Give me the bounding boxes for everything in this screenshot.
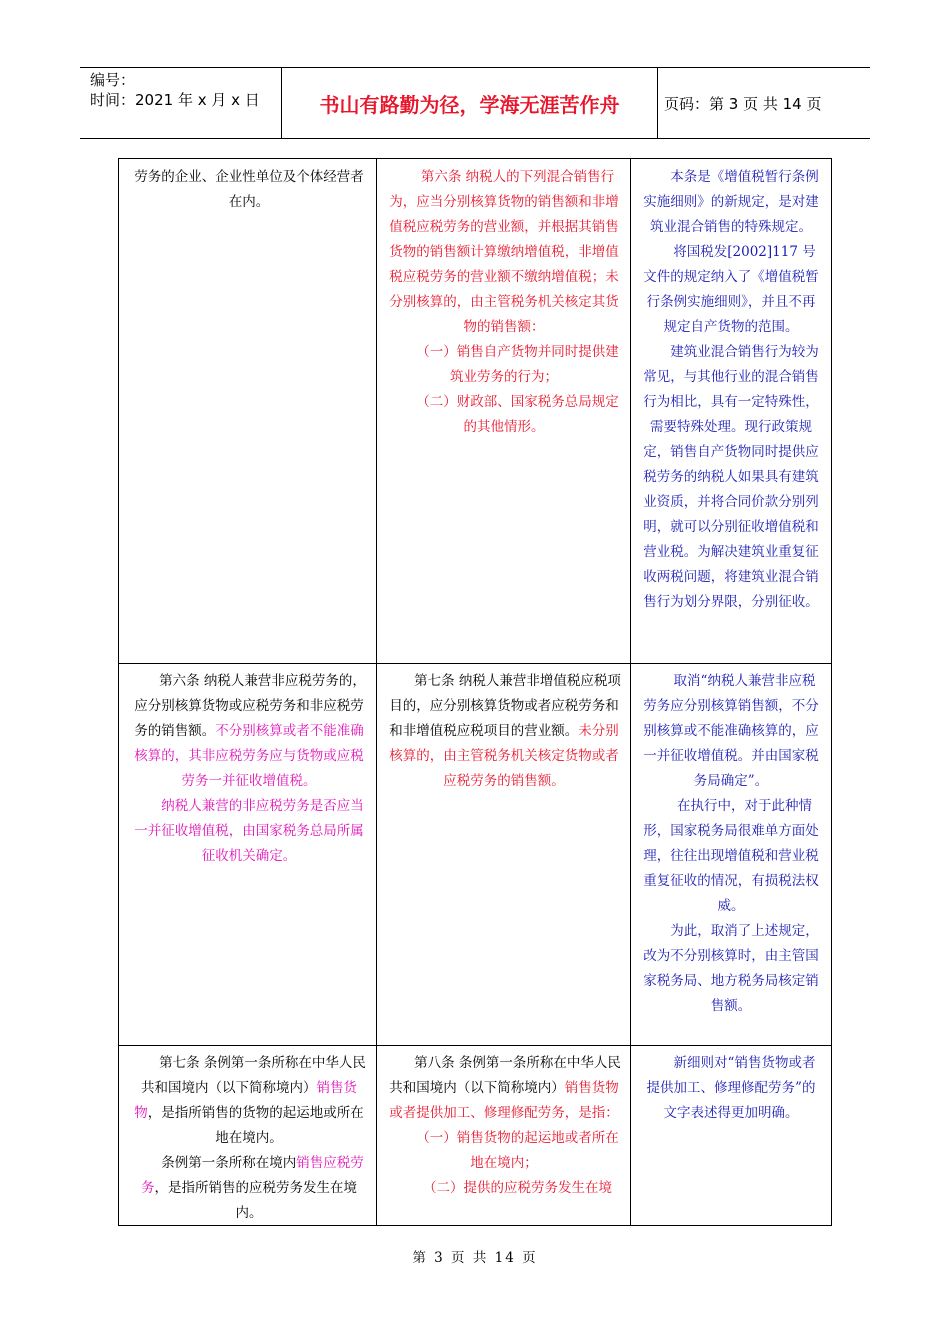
comparison-table <box>118 158 832 1226</box>
new-regulation-cell <box>385 669 623 794</box>
old-article-text: ，是指所销售的货物的起运地或所在地在境内。 <box>147 1105 364 1146</box>
table-column-divider <box>376 159 377 1225</box>
page-footer: 第 3 页 共 14 页 <box>412 1250 538 1266</box>
old-highlight-text: 销售应税劳务 <box>141 1155 364 1196</box>
old-article-text: 条例第一条所称在境内 <box>161 1155 297 1171</box>
new-article-text: 第八条 条例第一条所称在中华人民共和国境内（以下简称境内） <box>389 1055 621 1096</box>
old-text: 劳务的企业、企业性单位及个体经营者在内。 <box>134 169 364 210</box>
old-regulation-cell <box>129 1051 369 1226</box>
old-article-text: 第七条 条例第一条所称在中华人民共和国境内（以下简称境内） <box>141 1055 366 1096</box>
old-article-text: ，是指所销售的应税劳务发生在境内。 <box>154 1180 357 1221</box>
new-article-text: 第七条 纳税人兼营非增值税应税项目的，应分别核算货物或者应税劳务和和非增值税应税项目的营业额。 <box>389 673 621 739</box>
note-text: 新细则对“销售货物或者提供加工、修理修配劳务”的文字表述得更加明确。 <box>646 1055 816 1121</box>
header-page-info: 页码：第 3 页 共 14 页 <box>664 94 822 113</box>
new-regulation-cell <box>385 165 623 440</box>
note-text: 建筑业混合销售行为较为常见，与其他行业的混合销售行为相比，具有一定特殊性，需要特殊处理。现行政策规定，销售自产货物同时提供应税劳务的纳税人如果具有建筑业资质，并将合同价款分别列明，就可以分别征收增值税和营业税。为解决建筑业重复征收两税问题，将建筑业混合销售行为划分界限，分别征收。 <box>643 344 819 610</box>
note-cell <box>640 1051 822 1126</box>
page-header <box>80 67 870 139</box>
header-meta <box>90 70 280 110</box>
new-highlight-text: 销售货物或者提供加工、修理修配劳务，是指： <box>389 1080 619 1121</box>
old-highlight-text: 不分别核算或者不能准确核算的，其非应税劳务应与货物或应税劳务一并征收增值税。 <box>134 723 364 789</box>
table-column-divider <box>630 159 631 1225</box>
table-row-divider <box>119 663 831 664</box>
header-divider <box>657 68 658 138</box>
table-row-divider <box>119 1045 831 1046</box>
note-text: 本条是《增值税暂行条例实施细则》的新规定，是对建筑业混合销售的特殊规定。 <box>643 169 819 235</box>
new-article-text: 第六条 纳税人的下列混合销售行为，应当分别核算货物的销售额和非增值税应税劳务的营业额，并根据其销售货物的销售额计算缴纳增值税，非增值税应税劳务的营业额不缴纳增值税；未分别核算的，由主管税务机关核定其货物的销售额： <box>389 169 619 335</box>
note-cell <box>640 165 822 615</box>
old-regulation-cell <box>129 165 369 215</box>
old-article-text: 第六条 纳税人兼营非应税劳务的，应分别核算货物或应税劳务和非应税劳务的销售额。 <box>134 673 366 739</box>
note-text: 为此，取消了上述规定，改为不分别核算时，由主管国家税务局、地方税务局核定销售额。 <box>643 923 819 1014</box>
new-highlight-text: 未分别核算的，由主管税务机关核定货物或者应税劳务的销售额。 <box>389 723 619 789</box>
old-highlight-text: 销售货物 <box>134 1080 357 1121</box>
note-cell <box>640 669 822 1019</box>
note-text: 取消“纳税人兼营非应税劳务应分别核算销售额，不分别核算或不能准确核算的，应一并征收增值税。并由国家税务局确定”。 <box>643 673 819 789</box>
new-regulation-cell <box>385 1051 623 1201</box>
note-text: 在执行中，对于此种情形，国家税务局很难单方面处理，往往出现增值税和营业税重复征收的情况，有损税法权威。 <box>643 798 819 914</box>
new-item-text: （一）销售自产货物并同时提供建筑业劳务的行为； <box>416 344 619 385</box>
document-number-label: 编号： <box>90 71 136 89</box>
new-item-text: （二）提供的应税劳务发生在境 <box>423 1180 612 1196</box>
old-highlight-text: 纳税人兼营的非应税劳务是否应当一并征收增值税，由国家税务总局所属征收机关确定。 <box>134 798 364 864</box>
document-date-label: 时间：2021 年 x 月 x 日 <box>90 91 260 109</box>
header-motto: 书山有路勤为径，学海无涯苦作舟 <box>319 92 620 117</box>
new-item-text: （二）财政部、国家税务总局规定的其他情形。 <box>416 394 619 435</box>
new-item-text: （一）销售货物的起运地或者所在地在境内； <box>416 1130 619 1171</box>
note-text: 将国税发[2002]117 号文件的规定纳入了《增值税暂行条例实施细则》，并且不再规定自产货物的范围。 <box>643 244 819 335</box>
old-regulation-cell <box>129 669 369 869</box>
